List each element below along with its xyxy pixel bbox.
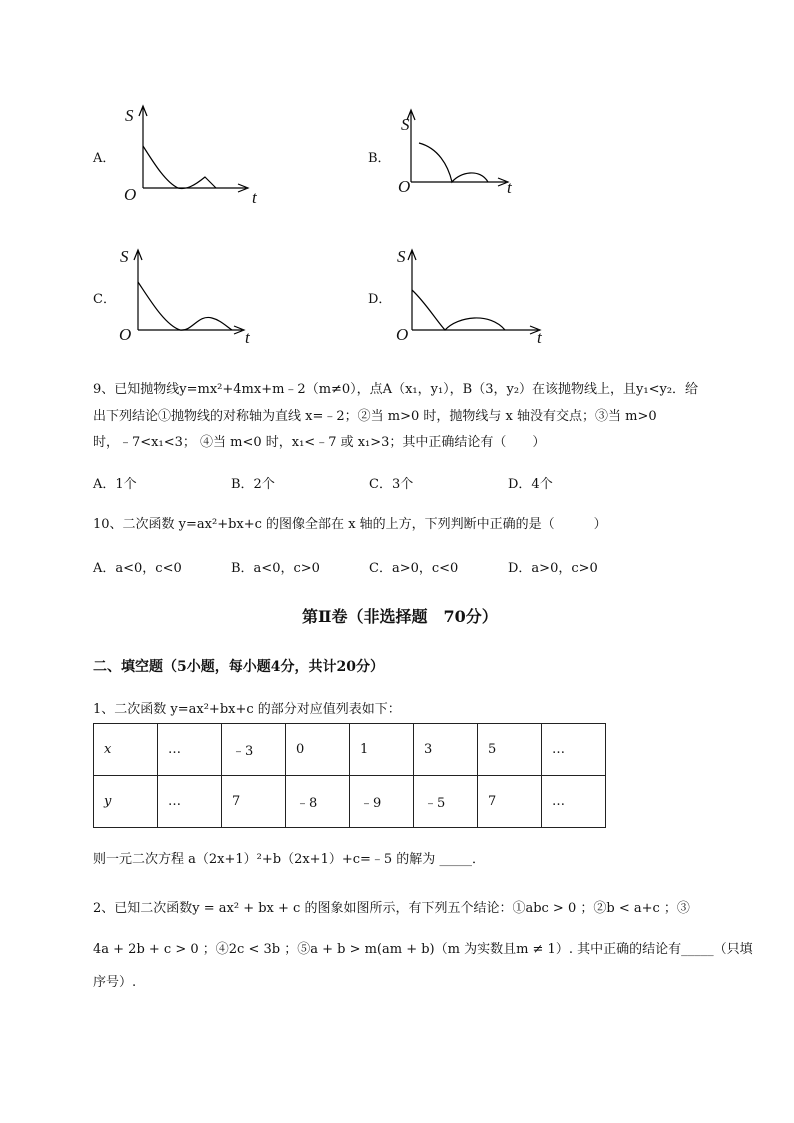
f1-line: 1、二次函数 y=ax²+bx+c 的部分对应值列表如下： [93,702,401,717]
table-cell: ﹣8 [286,776,350,828]
graph-d-curve [412,290,505,330]
table-cell: 7 [478,776,542,828]
f2-line-2: 4a + 2b + c > 0 ；④2c < 3b ；⑤a + b > m(am + b)（m 为实数且m ≠ 1）. 其中正确的结论有_____（只填 [93,942,753,957]
graph-a-curve [143,146,216,189]
graph-b-curve [419,143,488,182]
q9-option-d: D．4个 [508,477,553,492]
table-row-y [94,776,606,828]
graph-b-s-label: S [401,115,410,134]
graph-d-s-label: S [397,247,406,266]
f2-line-1: 2、已知二次函数y = ax² + bx + c 的图象如图所示，有下列五个结论：①abc > 0 ；②b < a+c ；③ [93,901,690,916]
table-cell: 3 [414,724,478,776]
table-cell: … [158,776,222,828]
graph-a-s-label: S [125,106,134,125]
table-cell: … [158,724,222,776]
q9-line-1: 9、已知抛物线y=mx²+4mx+m﹣2（m≠0），点A（x₁，y₁），B（3，y₂）在该抛物线上，且y₁<y₂．给 [93,382,699,397]
table-cell: 0 [286,724,350,776]
table-row-x [94,724,606,776]
q10-option-d: D．a>0，c>0 [508,561,598,576]
q10-option-b: B．a<0，c>0 [231,561,320,576]
q10-option-a: A．a<0，c<0 [93,561,182,576]
option-d-label: D． [368,292,392,307]
table-cell: ﹣9 [350,776,414,828]
graph-b-origin-label: O [398,177,411,196]
q9-option-c: C．3个 [369,477,414,492]
value-table [93,723,606,828]
graph-d-origin-label: O [396,325,409,344]
table-cell: 1 [350,724,414,776]
table-cell: x [94,724,158,776]
q10-line: 10、二次函数 y=ax²+bx+c 的图像全部在 x 轴的上方，下列判断中正确的是（ ） [93,517,607,532]
part2-title: 第Ⅱ卷（非选择题 70分） [302,607,498,626]
option-a-label: A． [93,151,116,166]
q9-line-3: 时，﹣7<x₁<3； ④当 m<0 时，x₁<﹣7 或 x₁>3；其中正确结论有（ ） [93,435,546,450]
table-cell: y [94,776,158,828]
graph-c-t-label: t [245,328,250,347]
graph-c-curve [138,282,232,330]
q9-option-a: A．1个 [93,477,137,492]
option-c-label: C． [93,292,116,307]
table-cell: 5 [478,724,542,776]
graph-d-t-label: t [537,328,542,347]
q10-option-c: C．a>0，c<0 [369,561,459,576]
section2-title: 二、填空题（5小题，每小题4分，共计20分） [93,659,384,675]
table-cell: ﹣5 [414,776,478,828]
graph-a-t-label: t [252,188,257,207]
table-cell: … [542,776,606,828]
f2-line-3: 序号）. [93,975,137,990]
table-cell: … [542,724,606,776]
f1-question: 则一元二次方程 a（2x+1）²+b（2x+1）+c=﹣5 的解为 _____． [93,852,485,867]
graph-b-t-label: t [507,178,512,197]
graph-a-origin-label: O [124,185,137,204]
graph-c-s-label: S [120,247,129,266]
q9-line-2: 出下列结论①抛物线的对称轴为直线 x=﹣2；②当 m>0 时，抛物线与 x 轴没有交点；③当 m>0 [93,409,657,424]
table-cell: 7 [222,776,286,828]
table-cell: ﹣3 [222,724,286,776]
option-b-label: B． [368,151,391,166]
q9-option-b: B．2个 [231,477,275,492]
graph-c-origin-label: O [119,325,132,344]
